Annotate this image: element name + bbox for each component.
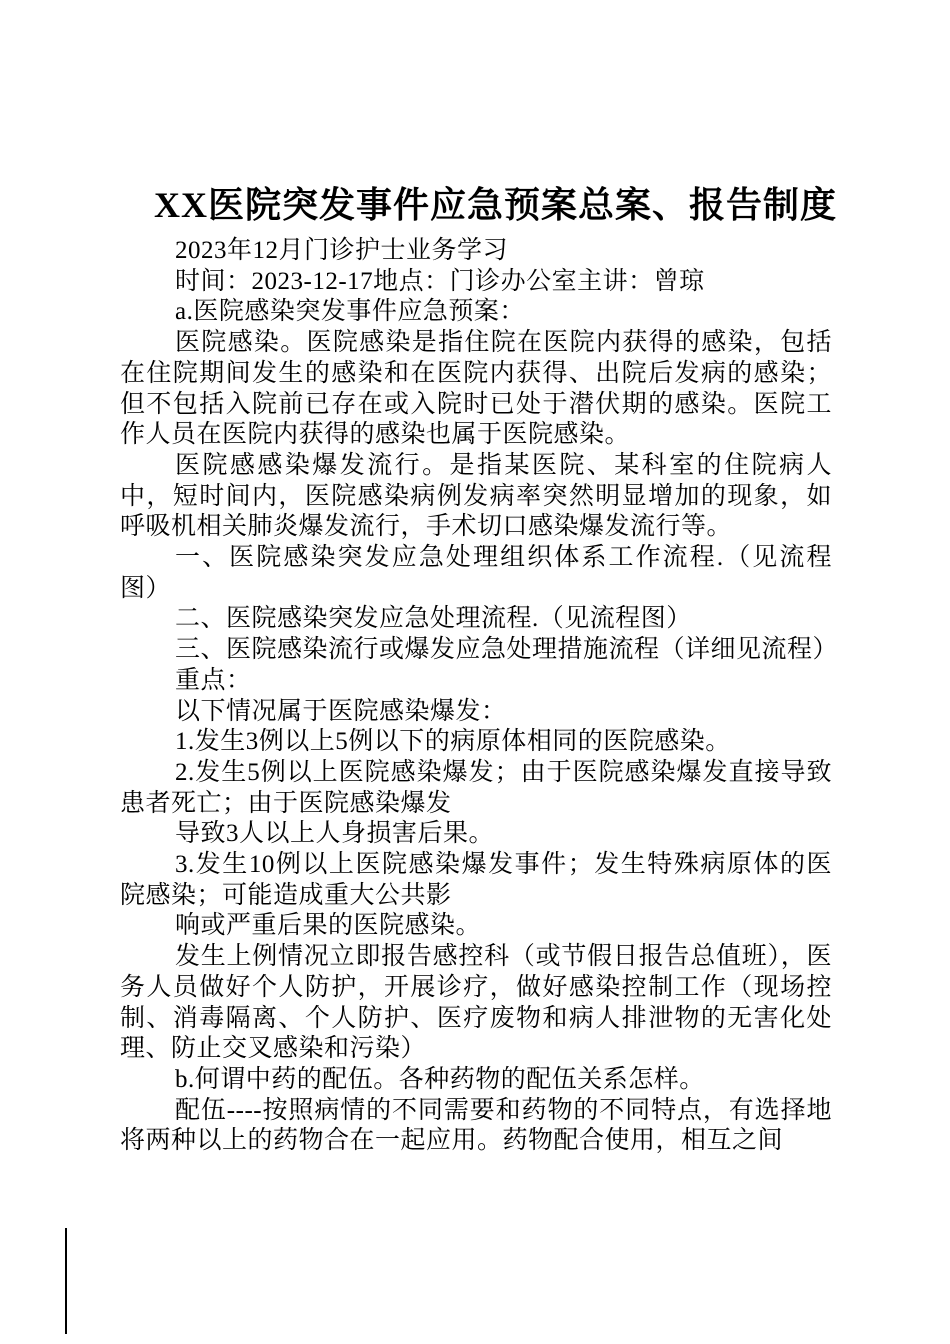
paragraph: 一、医院感染突发应急处理组织体系工作流程.（见流程图） (120, 544, 832, 602)
paragraph: 响或严重后果的医院感染。 (175, 912, 482, 940)
paragraph: 二、医院感染突发应急处理流程.（见流程图） (175, 605, 692, 633)
paragraph: 医院感感染爆发流行。是指某医院、某科室的住院病人中，短时间内，医院感染病例发病率突然明显增加的现象，如呼吸机相关肺炎爆发流行，手术切口感染爆发流行等。 (120, 451, 832, 541)
document-content (120, 183, 839, 1157)
paragraph: 重点： (175, 666, 252, 694)
paragraph: 3.发生10例以上医院感染爆发事件；发生特殊病原体的医院感染；可能造成重大公共影 (120, 851, 832, 909)
paragraph: 时间：2023-12-17地点：门诊办公室主讲：曾琼 (175, 267, 705, 295)
document-title: XX医院突发事件应急预案总案、报告制度 (154, 185, 837, 225)
paragraph: 发生上例情况立即报告感控科（或节假日报告总值班），医务人员做好个人防护，开展诊疗，做好感染控制工作（现场控制、消毒隔离、个人防护、医疗废物和病人排泄物的无害化处理、防止交叉感染和污染） (120, 943, 832, 1063)
paragraph: a.医院感染突发事件应急预案： (175, 298, 525, 326)
paragraph: 2023年12月门诊护士业务学习 (175, 237, 509, 264)
paragraph: 配伍----按照病情的不同需要和药物的不同特点，有选择地将两种以上的药物合在一起应用。药物配合使用，相互之间 (120, 1096, 832, 1155)
paragraph: 以下情况属于医院感染爆发： (175, 697, 507, 725)
paragraph: 1.发生3例以上5例以下的病原体相同的医院感染。 (175, 728, 731, 756)
paragraph: 三、医院感染流行或爆发应急处理措施流程（详细见流程） (175, 636, 839, 664)
paragraph: 医院感染。医院感染是指住院在医院内获得的感染，包括在住院期间发生的感染和在医院内获得、出院后发病的感染；但不包括入院前已存在或入院时已处于潜伏期的感染。医院工作人员在医院内获得的感染也属于医院感染。 (120, 329, 832, 449)
paragraph: 2.发生5例以上医院感染爆发；由于医院感染爆发直接导致患者死亡；由于医院感染爆发 (120, 758, 832, 817)
paragraph: b.何谓中药的配伍。各种药物的配伍关系怎样。 (175, 1065, 705, 1093)
page-edge-line (65, 1228, 67, 1334)
paragraph: 导致3人以上人身损害后果。 (175, 820, 495, 848)
